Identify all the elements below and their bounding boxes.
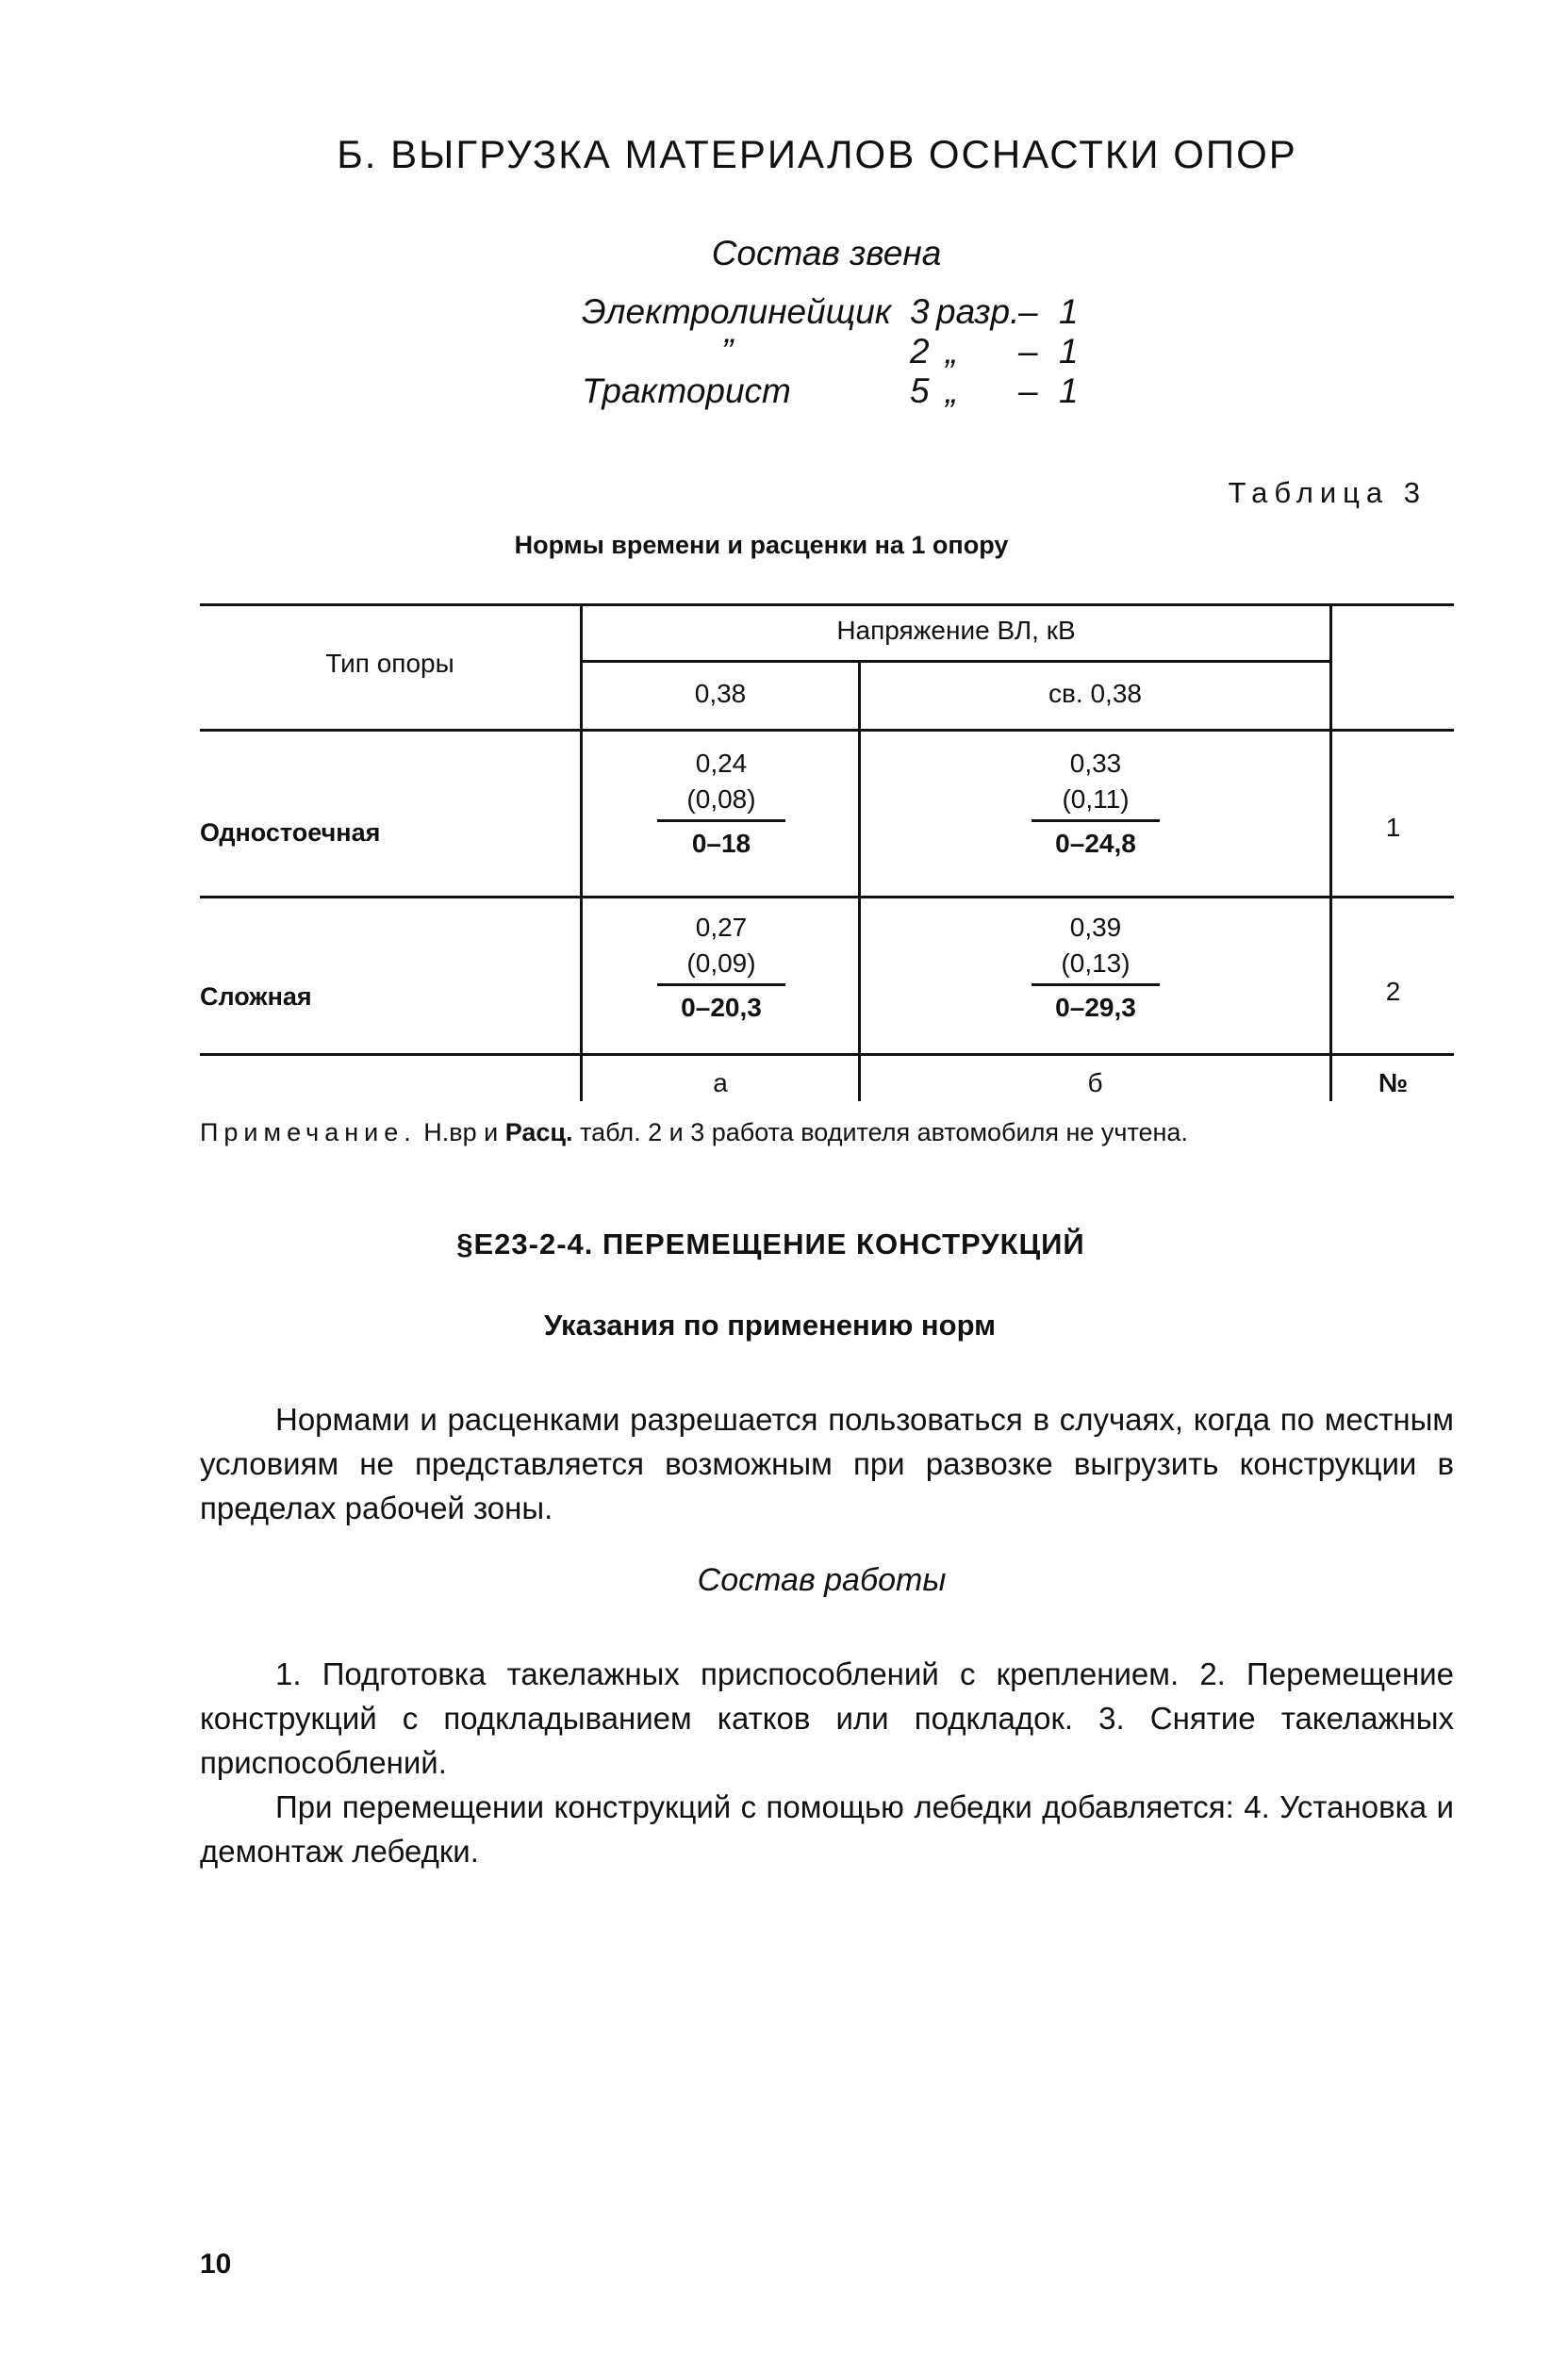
row-label-complex: Сложная (200, 982, 312, 1011)
cell-complex-b-rate: 0–29,3 (1055, 993, 1136, 1022)
page-heading: Б. ВЫГРУЗКА МАТЕРИАЛОВ ОСНАСТКИ ОПОР (337, 132, 1297, 176)
crew-row-2-sep: – (1018, 332, 1038, 371)
cell-complex-a-driver: (0,09) (686, 948, 756, 978)
table-vline-2 (858, 660, 861, 1101)
instructions-title: Указания по применению норм (543, 1309, 997, 1342)
fraction-bar (657, 983, 785, 986)
footer-column-a: а (713, 1068, 728, 1097)
work-title: Состав работы (697, 1562, 947, 1598)
cell-complex-a-norm: 0,27 (695, 913, 748, 942)
row-number-2: 2 (1385, 977, 1401, 1006)
crew-row-1-unit: разр. (936, 292, 1020, 331)
cell-single-b (992, 746, 1199, 862)
note-label: Примечание. (200, 1118, 417, 1146)
crew-row-3-sep: – (1018, 371, 1038, 410)
cell-complex-b-driver: (0,13) (1061, 948, 1131, 978)
table-body-bottom-border (200, 1053, 1454, 1056)
header-voltage: Напряжение ВЛ, кВ (836, 616, 1076, 645)
crew-row-3-name: Тракторист (582, 371, 791, 410)
cell-single-a-rate: 0–18 (691, 829, 751, 858)
cell-single-b-rate: 0–24,8 (1055, 829, 1136, 858)
table-header-bottom-border (200, 729, 1454, 732)
work-text-2: При перемещении конструкций с помощью лебедки добавляется: 4. Установка и демонтаж лебедки. (200, 1789, 1454, 1869)
crew-row-3-count: 1 (1059, 371, 1079, 410)
fraction-bar (1032, 983, 1160, 986)
note-text-post: табл. 2 и 3 работа водителя автомобиля не учтена. (572, 1118, 1188, 1146)
page-number: 10 (200, 2249, 232, 2280)
work-paragraph-2 (200, 1785, 1454, 1873)
crew-row-2-name: ” (721, 332, 734, 371)
note-text-bold: Расц. (504, 1118, 573, 1146)
table-label: Таблица 3 (1228, 476, 1427, 509)
row-number-1: 1 (1385, 813, 1401, 842)
instructions-text: Нормами и расценками разрешается пользоваться в случаях, когда по местным условиям не представляется возможным при развозке выгрузить конструкции в пределах рабочей зоны. (200, 1402, 1454, 1525)
instructions-paragraph (200, 1397, 1454, 1530)
crew-row-2-grade: 2 (910, 332, 930, 371)
cell-single-a-norm: 0,24 (695, 749, 748, 778)
cell-single-b-norm: 0,33 (1069, 749, 1122, 778)
crew-row-2-unit: „ (946, 332, 958, 371)
header-voltage-038: 0,38 (694, 679, 747, 708)
fraction-bar (1032, 819, 1160, 822)
cell-complex-a-rate: 0–20,3 (681, 993, 762, 1022)
table-title: Нормы времени и расценки на 1 опору (514, 531, 1009, 559)
note-text-pre: Н.вр и (416, 1118, 505, 1146)
crew-row-2-count: 1 (1059, 332, 1079, 371)
section-title: §Е23-2-4. ПЕРЕМЕЩЕНИЕ КОНСТРУКЦИЙ (456, 1227, 1085, 1260)
table-row-divider (200, 896, 1454, 898)
table-top-border (200, 603, 1454, 606)
table-note (200, 1115, 1454, 1149)
fraction-bar (657, 819, 785, 822)
cell-single-a (618, 746, 825, 862)
crew-row-3-unit: „ (946, 371, 958, 410)
crew-row-1-sep: – (1018, 292, 1038, 331)
table-vline-3 (1329, 603, 1332, 1101)
crew-row-1-name: Электролинейщик (582, 292, 892, 331)
crew-row-1-grade: 3 (910, 292, 930, 331)
header-voltage-over-038: св. 0,38 (1048, 679, 1142, 708)
header-type: Тип опоры (325, 649, 454, 678)
cell-single-b-driver: (0,11) (1062, 784, 1130, 814)
crew-title: Состав звена (711, 234, 942, 272)
cell-complex-b (992, 910, 1199, 1026)
work-text-1: 1. Подготовка такелажных приспособлений с креплением. 2. Перемещение конструкций с подкладыванием катков или подкладок. 3. Снятие такелажных приспособлений. (200, 1656, 1454, 1780)
crew-row-3-grade: 5 (910, 371, 930, 410)
cell-complex-b-norm: 0,39 (1069, 913, 1122, 942)
table-header-divider (582, 660, 1331, 663)
crew-row-1-count: 1 (1059, 292, 1079, 331)
work-paragraph-1 (200, 1652, 1454, 1785)
footer-column-number: № (1378, 1068, 1409, 1097)
footer-column-b: б (1087, 1068, 1103, 1097)
row-label-single: Одностоечная (200, 818, 381, 847)
cell-single-a-driver: (0,08) (686, 784, 756, 814)
cell-complex-a (618, 910, 825, 1026)
